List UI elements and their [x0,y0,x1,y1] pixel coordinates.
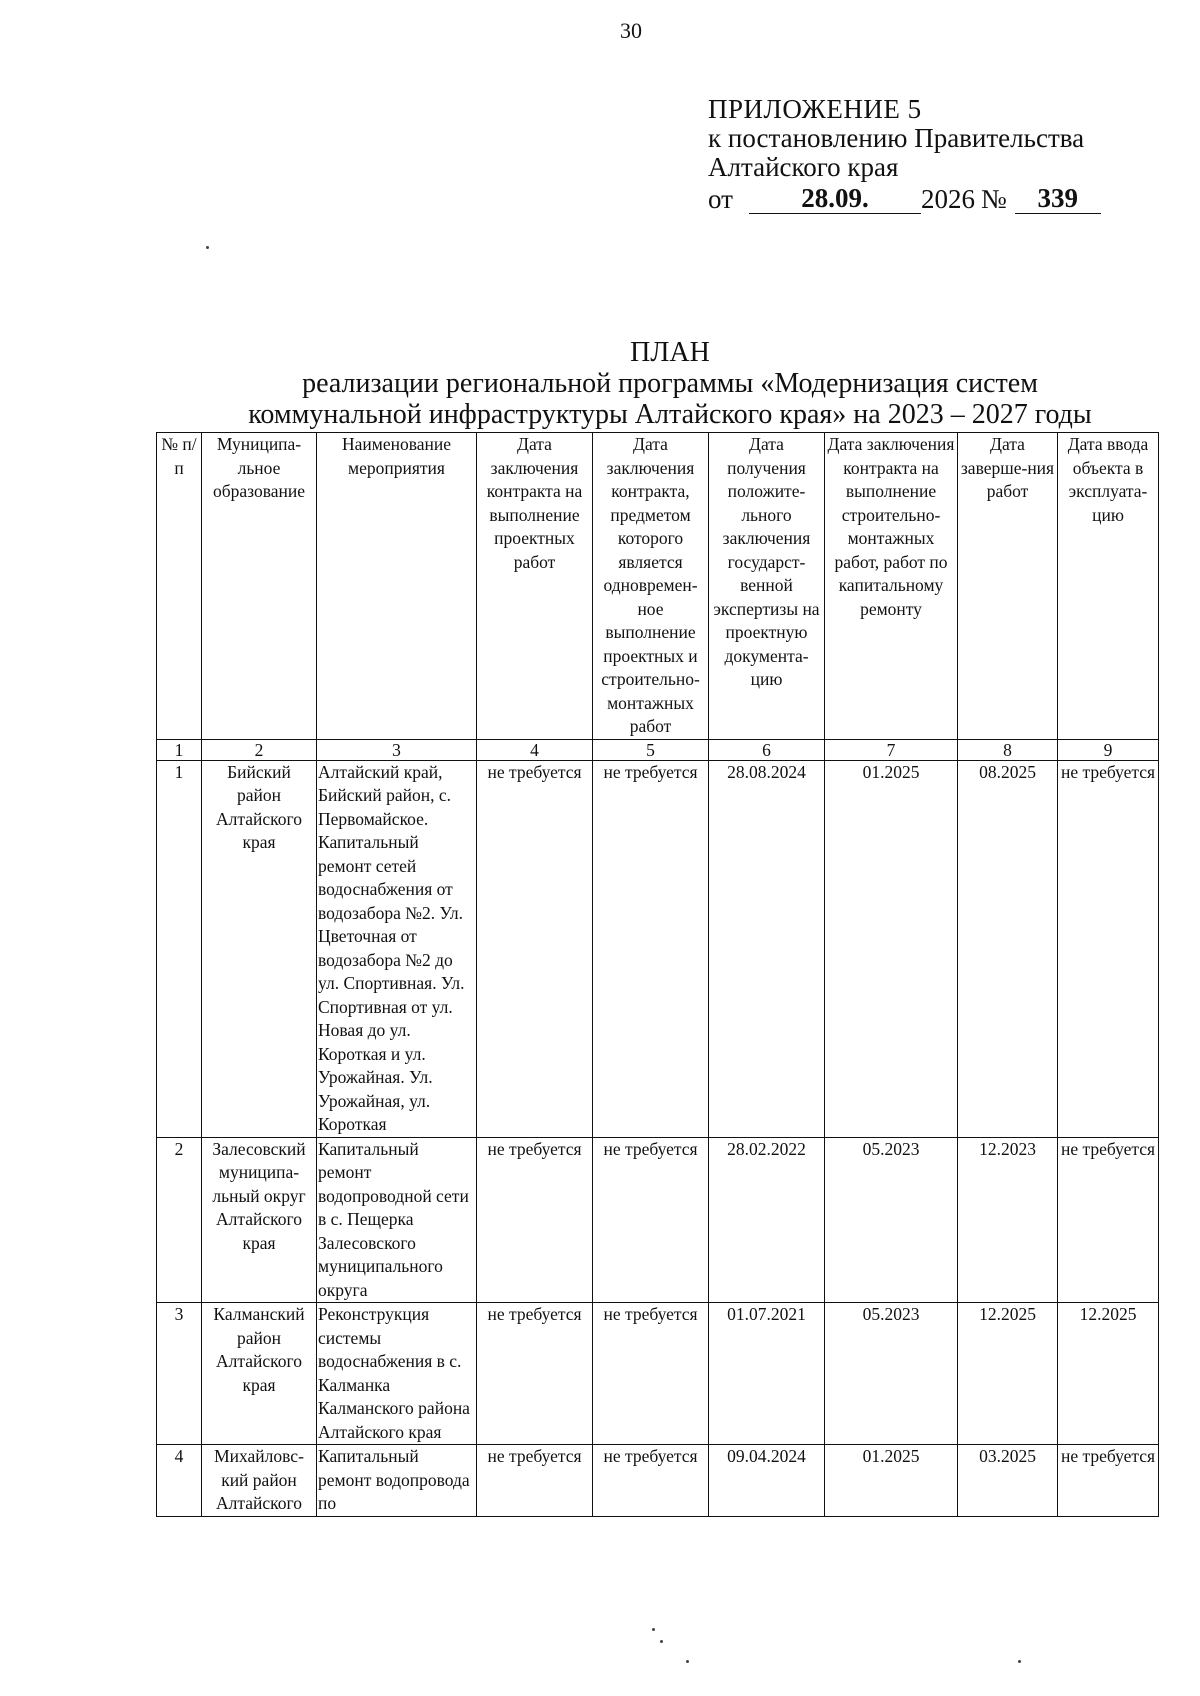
combined-contract-cell: не требуется [593,1445,709,1517]
column-number: 9 [1058,739,1159,760]
completion-cell: 03.2025 [958,1445,1058,1517]
header-cell: Дата получения положите-льного заключения государст-венной экспертизы на проектную документа-цию [709,433,825,740]
column-number: 3 [317,739,477,760]
column-number: 8 [958,739,1058,760]
row-number: 2 [157,1137,202,1303]
appendix-block [708,95,1101,214]
table-row [157,1303,1159,1445]
header-cell: № п/п [157,433,202,740]
municipality-cell: Залесовский муниципа-льный округ Алтайского края [202,1137,317,1303]
column-number: 2 [202,739,317,760]
number-sign: № [980,184,1007,214]
design-contract-cell: не требуется [477,1445,593,1517]
appendix-line-2: Алтайского края [708,152,899,182]
design-contract-cell: не требуется [477,760,593,1137]
plan-table-wrapper [156,432,1159,1517]
expertise-date-cell: 28.02.2022 [709,1137,825,1303]
header-cell: Дата заверше-ния работ [958,433,1058,740]
scan-speck [652,1628,655,1631]
column-number-row [157,739,1159,760]
scan-speck [206,246,209,249]
expertise-date-cell: 01.07.2021 [709,1303,825,1445]
column-number: 7 [825,739,958,760]
column-number: 1 [157,739,202,760]
completion-cell: 08.2025 [958,760,1058,1137]
header-row [157,433,1159,740]
event-cell: Реконструкция системы водоснабжения в с. Калманка Калманского района Алтайского края [317,1303,477,1445]
scan-speck [686,1660,689,1663]
appendix-line-1: к постановлению Правительства [708,123,1085,153]
combined-contract-cell: не требуется [593,1303,709,1445]
municipality-cell: Михайловс-кий район Алтайского [202,1445,317,1517]
page-number: 30 [620,18,642,43]
scan-speck [660,1640,663,1643]
event-cell: Капитальный ремонт водопроводной сети в с. Пещерка Залесовского муниципального округа [317,1137,477,1303]
year-label: 2026 [920,184,975,214]
combined-contract-cell: не требуется [593,760,709,1137]
design-contract-cell: не требуется [477,1137,593,1303]
commissioning-cell: не требуется [1058,1445,1159,1517]
column-number: 4 [477,739,593,760]
plan-title: ПЛАН [630,337,710,368]
number-value: 339 [1037,183,1078,213]
expertise-date-cell: 09.04.2024 [709,1445,825,1517]
header-cell: Дата заключения контракта, предметом которого является одновремен-ное выполнение проектных и строительно-монтажных работ [593,433,709,740]
completion-cell: 12.2023 [958,1137,1058,1303]
table-row [157,1137,1159,1303]
commissioning-cell: 12.2025 [1058,1303,1159,1445]
table-row [157,1445,1159,1517]
header-cell: Дата ввода объекта в эксплуата-цию [1058,433,1159,740]
column-number: 5 [593,739,709,760]
construction-contract-cell: 01.2025 [825,760,958,1137]
commissioning-cell: не требуется [1058,1137,1159,1303]
plan-title-block [0,337,1200,430]
from-label: от [708,184,733,214]
design-contract-cell: не требуется [477,1303,593,1445]
construction-contract-cell: 01.2025 [825,1445,958,1517]
construction-contract-cell: 05.2023 [825,1137,958,1303]
row-number: 3 [157,1303,202,1445]
row-number: 4 [157,1445,202,1517]
appendix-title: ПРИЛОЖЕНИЕ 5 [708,94,922,124]
plan-table [156,432,1159,1517]
commissioning-cell: не требуется [1058,760,1159,1137]
order-line [708,184,1101,214]
completion-cell: 12.2025 [958,1303,1058,1445]
event-cell: Алтайский край, Бийский район, с. Первомайское. Капитальный ремонт сетей водоснабжения от водозабора №2. Ул. Цветочная от водозабора №2 до ул. Спортивная. Ул. Спортивная от ул. Новая до ул. Короткая и ул. Урожайная. Ул. Урожайная, ул. Короткая [317,760,477,1137]
row-number: 1 [157,760,202,1137]
column-number: 6 [709,739,825,760]
event-cell: Капитальный ремонт водопровода по [317,1445,477,1517]
header-cell: Дата заключения контракта на выполнение проектных работ [477,433,593,740]
header-cell: Дата заключения контракта на выполнение строительно-монтажных работ, работ по капитальному ремонту [825,433,958,740]
municipality-cell: Калманский район Алтайского края [202,1303,317,1445]
municipality-cell: Бийский район Алтайского края [202,760,317,1137]
date-field [749,184,921,214]
date-value: 28.09. [801,183,869,213]
header-cell: Наименование мероприятия [317,433,477,740]
expertise-date-cell: 28.08.2024 [709,760,825,1137]
combined-contract-cell: не требуется [593,1137,709,1303]
scan-speck [1018,1660,1021,1663]
table-row [157,760,1159,1137]
header-cell: Муниципа-льное образование [202,433,317,740]
plan-subtitle-1: реализации региональной программы «Модернизация систем [302,368,1038,399]
plan-subtitle-2: коммунальной инфраструктуры Алтайского края» на 2023 – 2027 годы [248,399,1092,430]
construction-contract-cell: 05.2023 [825,1303,958,1445]
number-field [1015,184,1101,214]
